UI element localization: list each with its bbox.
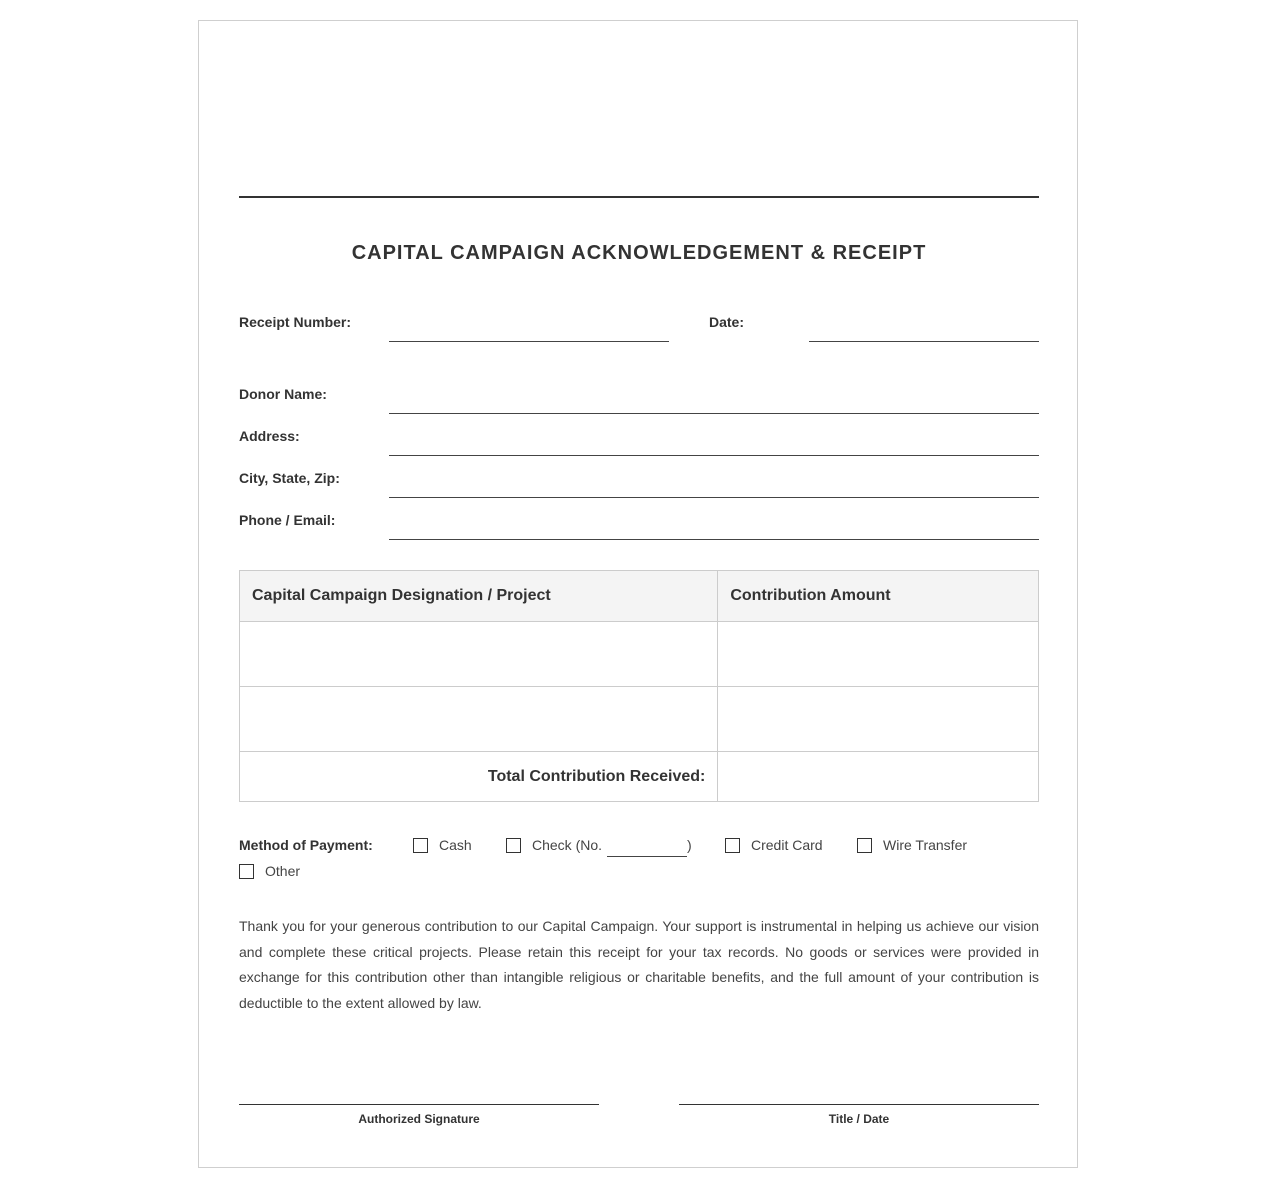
designation-header: Capital Campaign Designation / Project (240, 571, 718, 622)
header-divider (239, 196, 1039, 198)
total-contribution-label: Total Contribution Received: (240, 752, 718, 802)
credit-card-checkbox[interactable] (725, 838, 740, 853)
contribution-table (239, 570, 1039, 802)
wire-transfer-checkbox[interactable] (857, 838, 872, 853)
donor-name-field[interactable] (389, 413, 1039, 414)
other-checkbox[interactable] (239, 864, 254, 879)
receipt-number-label: Receipt Number: (239, 314, 352, 330)
authorized-signature-caption: Authorized Signature (358, 1112, 480, 1126)
city-state-zip-field[interactable] (389, 497, 1039, 498)
receipt-number-field[interactable] (389, 341, 669, 342)
payment-method-label: Method of Payment: (239, 837, 373, 853)
address-field[interactable] (389, 455, 1039, 456)
date-label: Date: (709, 314, 745, 330)
date-field[interactable] (809, 341, 1039, 342)
phone-email-label: Phone / Email: (239, 512, 336, 528)
authorized-signature-line[interactable] (239, 1104, 599, 1105)
credit-card-option-label: Credit Card (751, 837, 823, 853)
total-row (240, 752, 1039, 802)
table-row (240, 622, 1039, 687)
check-option-label: Check (No. (532, 837, 603, 853)
check-number-field[interactable] (607, 856, 687, 857)
phone-email-field[interactable] (389, 539, 1039, 540)
check-option-close: ) (687, 837, 692, 853)
donor-name-label: Donor Name: (239, 386, 327, 402)
amount-cell[interactable] (718, 622, 1039, 687)
table-header-row (240, 571, 1039, 622)
title-date-line[interactable] (679, 1104, 1039, 1105)
document-title: CAPITAL CAMPAIGN ACKNOWLEDGEMENT & RECEIPT (351, 242, 927, 264)
designation-cell[interactable] (240, 687, 718, 752)
total-contribution-cell[interactable] (718, 752, 1039, 802)
thank-you-message: Thank you for your generous contribution to our Capital Campaign. Your support is instrumental in helping us achieve our vision and complete these critical projects. Please retain this receipt for your tax records. No goods or services were provided in exchange for this contribution other than intangible religious or charitable benefits, and the full amount of your contribution is deductible to the extent allowed by law. (239, 918, 1039, 1011)
address-label: Address: (239, 428, 300, 444)
designation-cell[interactable] (240, 622, 718, 687)
title-date-caption: Title / Date (828, 1112, 890, 1126)
amount-cell[interactable] (718, 687, 1039, 752)
city-state-zip-label: City, State, Zip: (239, 470, 340, 486)
table-row (240, 687, 1039, 752)
other-option-label: Other (265, 863, 301, 879)
cash-checkbox[interactable] (413, 838, 428, 853)
wire-transfer-option-label: Wire Transfer (883, 837, 968, 853)
amount-header: Contribution Amount (718, 571, 1039, 622)
check-checkbox[interactable] (506, 838, 521, 853)
cash-option-label: Cash (439, 837, 472, 853)
